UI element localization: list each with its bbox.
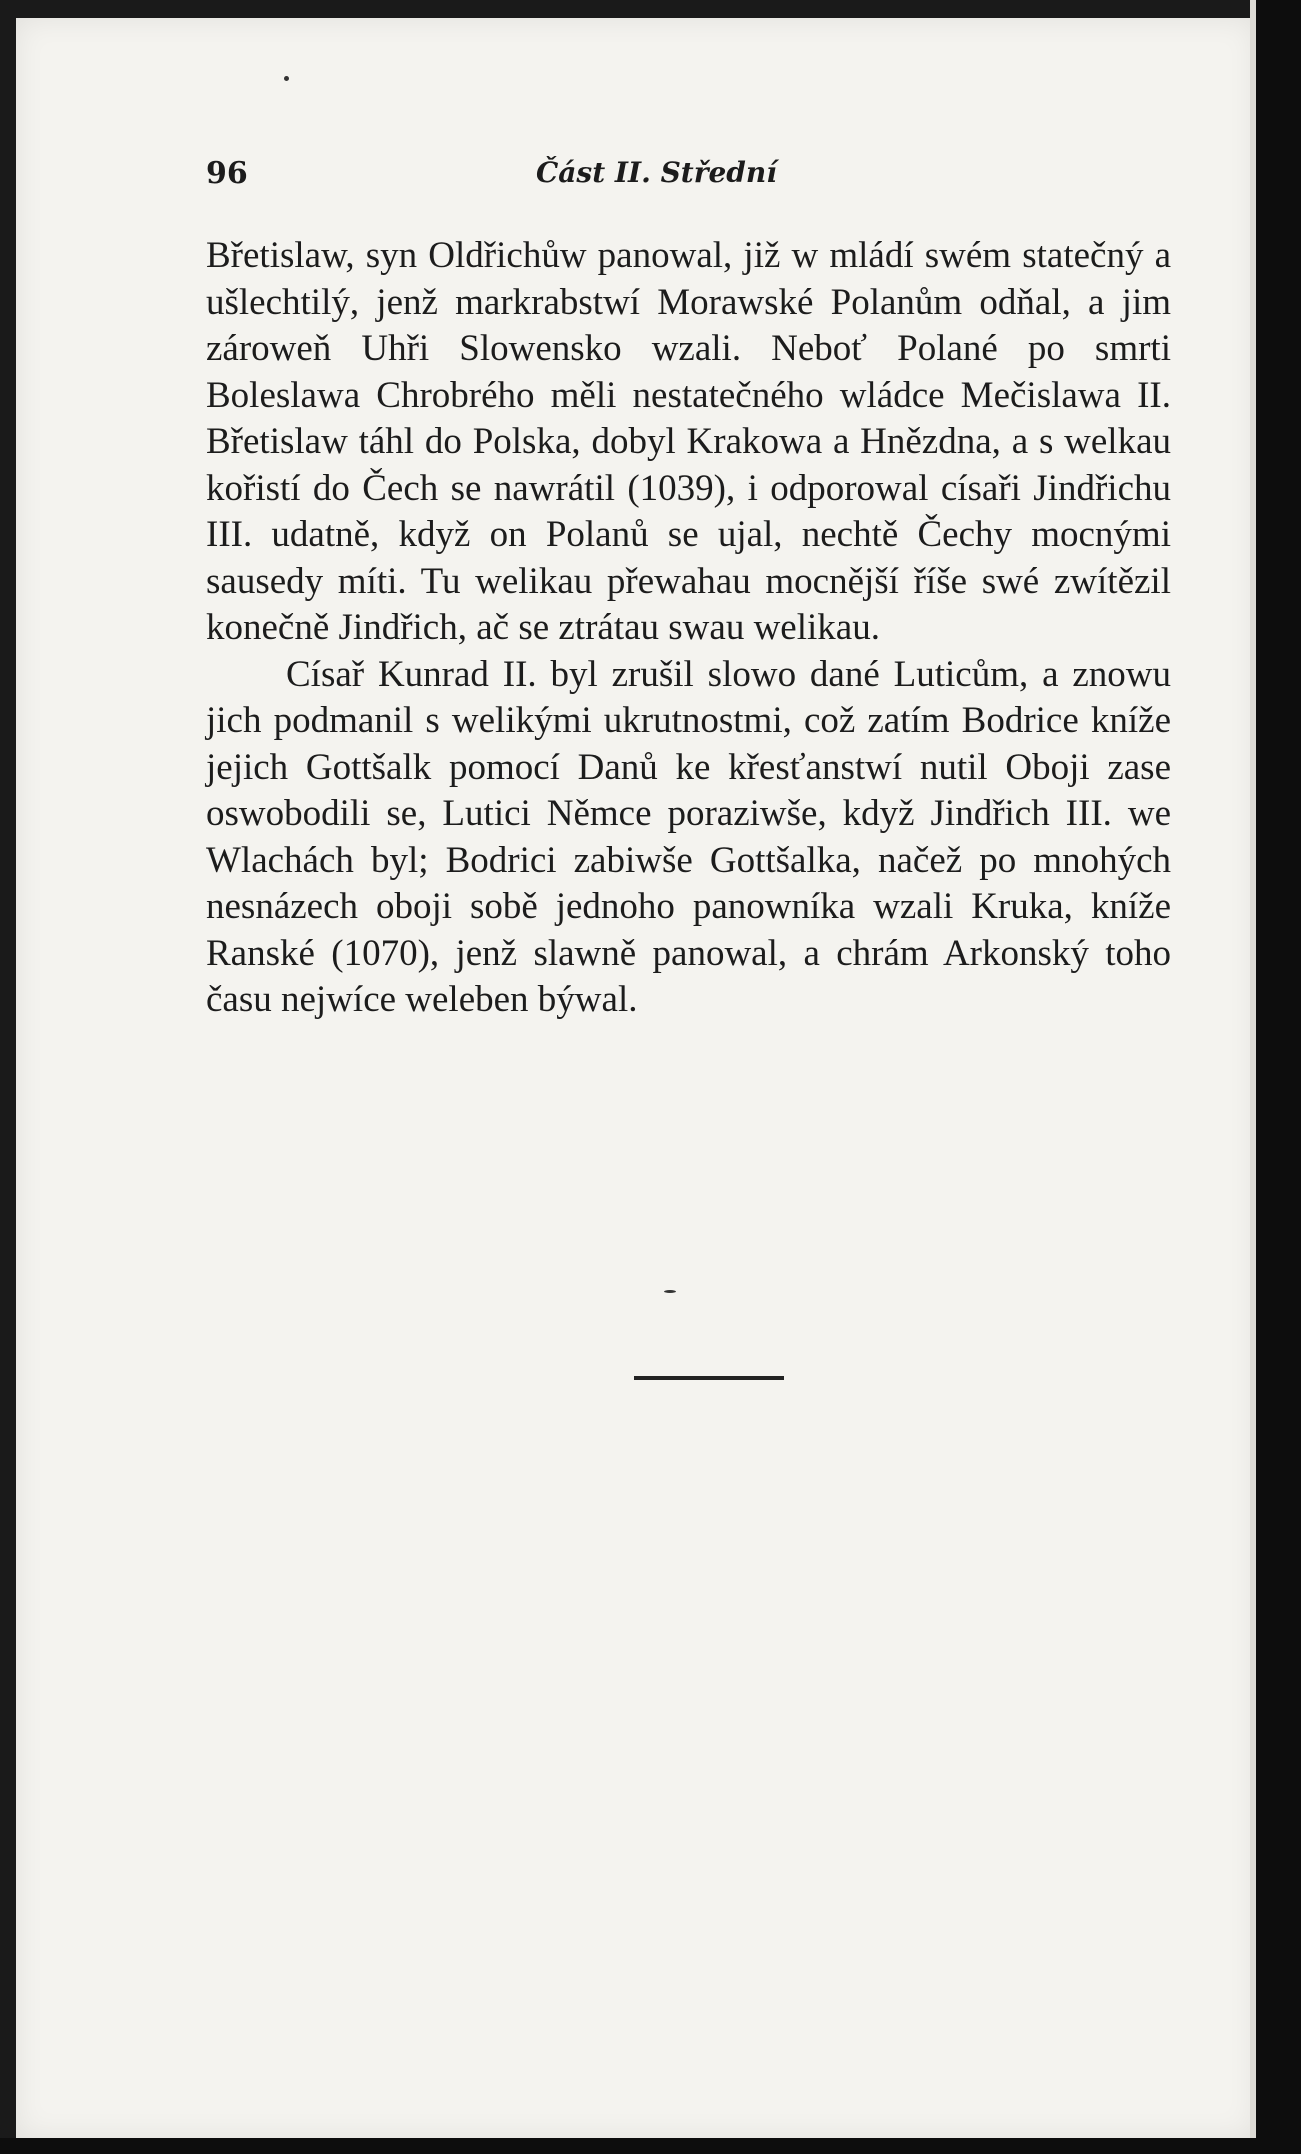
ink-speck (664, 1290, 676, 1293)
body-text (206, 233, 1171, 1024)
page-number: 96 (206, 156, 248, 191)
book-page (16, 18, 1256, 2138)
page-header (206, 156, 1166, 196)
scan-border-bottom (0, 2138, 1301, 2154)
running-head: Část II. Střední (536, 156, 777, 189)
ink-speck (284, 76, 289, 81)
paragraph: Břetislaw, syn Oldřichůw panowal, již w mládí swém statečný a ušlechtilý, jenž markrabstwí Morawské Polanům odňal, a jim zároweň Uhři Slowensko wzali. Neboť Polané po smrti Boleslawa Chrobrého měli nestatečného wládce Mečislawa II. Břetislaw táhl do Polska, dobyl Krakowa a Hnězdna, a s welkau kořistí do Čech se nawrátil (1039), i odporowal císaři Jindřichu III. udatně, když on Polanů se ujal, nechtě Čechy mocnými sausedy míti. Tu welikau přewahau mocnější říše swé zwítězil konečně Jindřich, ač se ztrátau swau welikau. (206, 235, 1171, 648)
scan-border-right (1256, 0, 1301, 2154)
section-divider (634, 1376, 784, 1380)
paragraph: Císař Kunrad II. byl zrušil slowo dané Luticům, a znowu jich podmanil s welikými ukrutnostmi, což zatím Bodrice kníže jejich Gottšalk pomocí Danů ke křesťanstwí nutil Oboji zase oswobodili se, Lutici Němce poraziwše, když Jindřich III. we Wlachách byl; Bodrici zabiwše Gottšalka, načež po mnohých nesnázech oboji sobě jednoho panowníka wzali Kruka, kníže Ranské (1070), jenž slawně panowal, a chrám Arkonský toho času nejwíce weleben býwal. (206, 653, 1171, 1020)
